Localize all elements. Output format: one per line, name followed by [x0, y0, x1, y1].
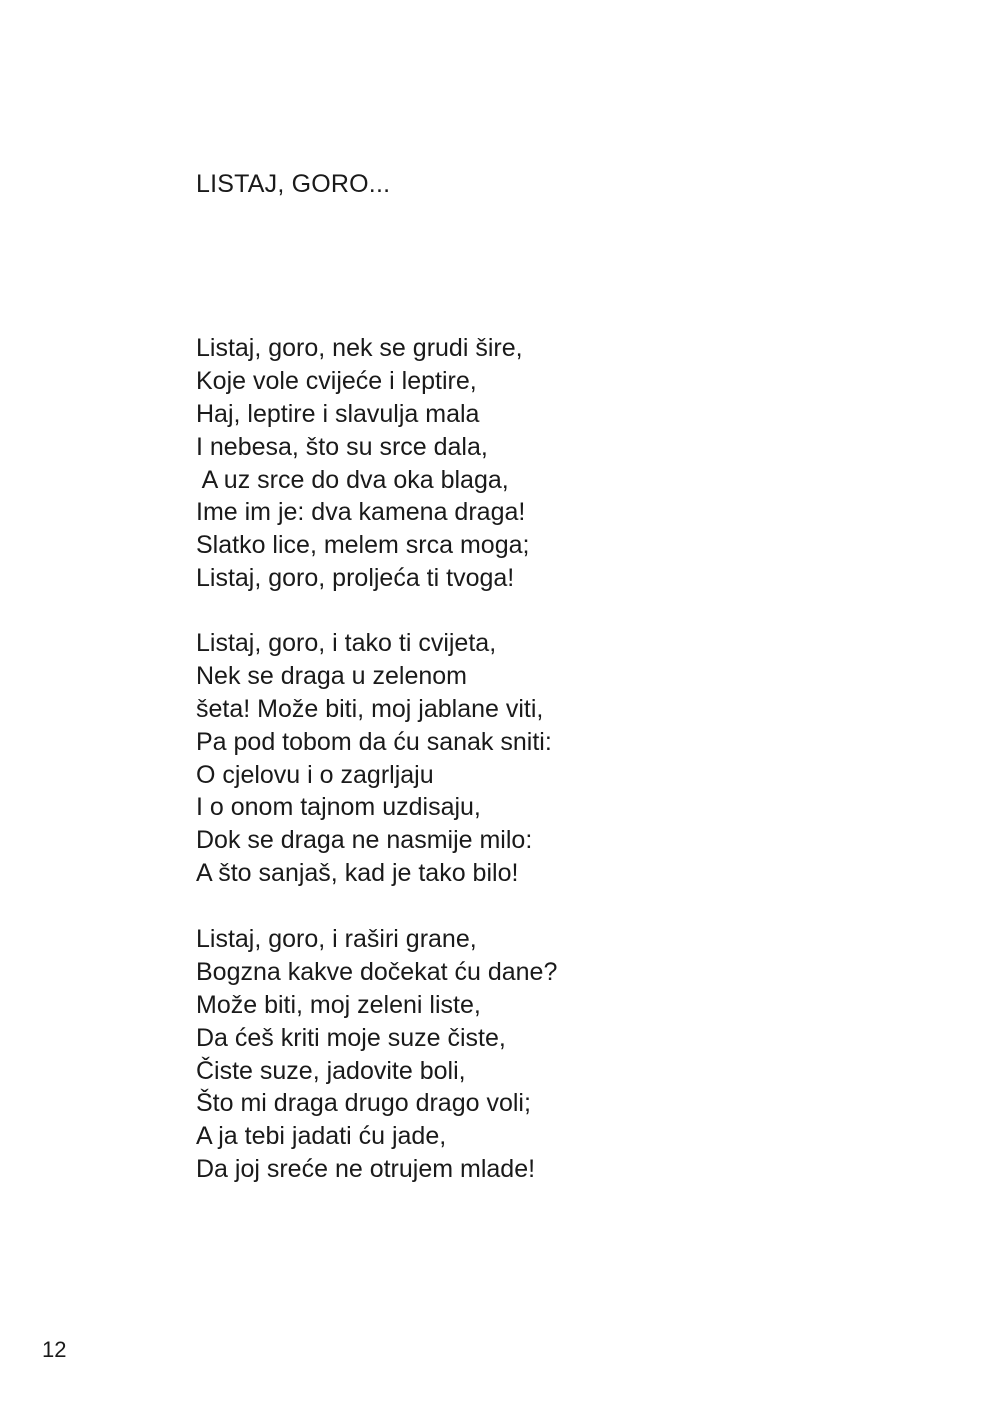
poem-line: Dok se draga ne nasmije milo:	[196, 826, 533, 855]
poem-line: Bogzna kakve dočekat ću dane?	[196, 957, 558, 986]
poem-line: A što sanjaš, kad je tako bilo!	[196, 859, 519, 888]
poem-line: A uz srce do dva oka blaga,	[196, 465, 509, 494]
poem-line: Pa pod tobom da ću sanak sniti:	[196, 727, 552, 756]
poem-line: Da ćeš kriti moje suze čiste,	[196, 1023, 506, 1052]
poem-line: šeta! Može biti, moj jablane viti,	[196, 694, 544, 723]
poem-stanza	[196, 627, 552, 890]
poem-stanza	[196, 923, 557, 1186]
poem-line: Ime im je: dva kamena draga!	[196, 498, 526, 527]
poem-line: Koje vole cvijeće i leptire,	[196, 366, 477, 395]
poem-line: Što mi draga drugo drago voli;	[196, 1089, 531, 1118]
poem-stanza	[196, 332, 529, 595]
poem-line: Listaj, goro, i raširi grane,	[196, 925, 477, 953]
poem-line: I nebesa, što su srce dala,	[196, 432, 488, 461]
poem-line: Da joj sreće ne otrujem mlade!	[196, 1155, 536, 1184]
poem-line: A ja tebi jadati ću jade,	[196, 1122, 447, 1151]
page-number: 12	[42, 1337, 67, 1362]
poem-line: Slatko lice, melem srca moga;	[196, 531, 530, 560]
poem-line: O cjelovu i o zagrljaju	[196, 760, 434, 789]
poem-line: Listaj, goro, i tako ti cvijeta,	[196, 629, 497, 657]
poem-line: Haj, leptire i slavulja mala	[196, 399, 480, 428]
poem-line: I o onom tajnom uzdisaju,	[196, 793, 481, 822]
poem-line: Listaj, goro, nek se grudi šire,	[196, 334, 523, 362]
poem-line: Nek se draga u zelenom	[196, 661, 467, 690]
poem-line: Listaj, goro, proljeća ti tvoga!	[196, 564, 515, 593]
poem-line: Čiste suze, jadovite boli,	[196, 1056, 466, 1085]
poem-line: Može biti, moj zeleni liste,	[196, 990, 481, 1019]
poem-title: LISTAJ, GORO...	[196, 170, 391, 198]
